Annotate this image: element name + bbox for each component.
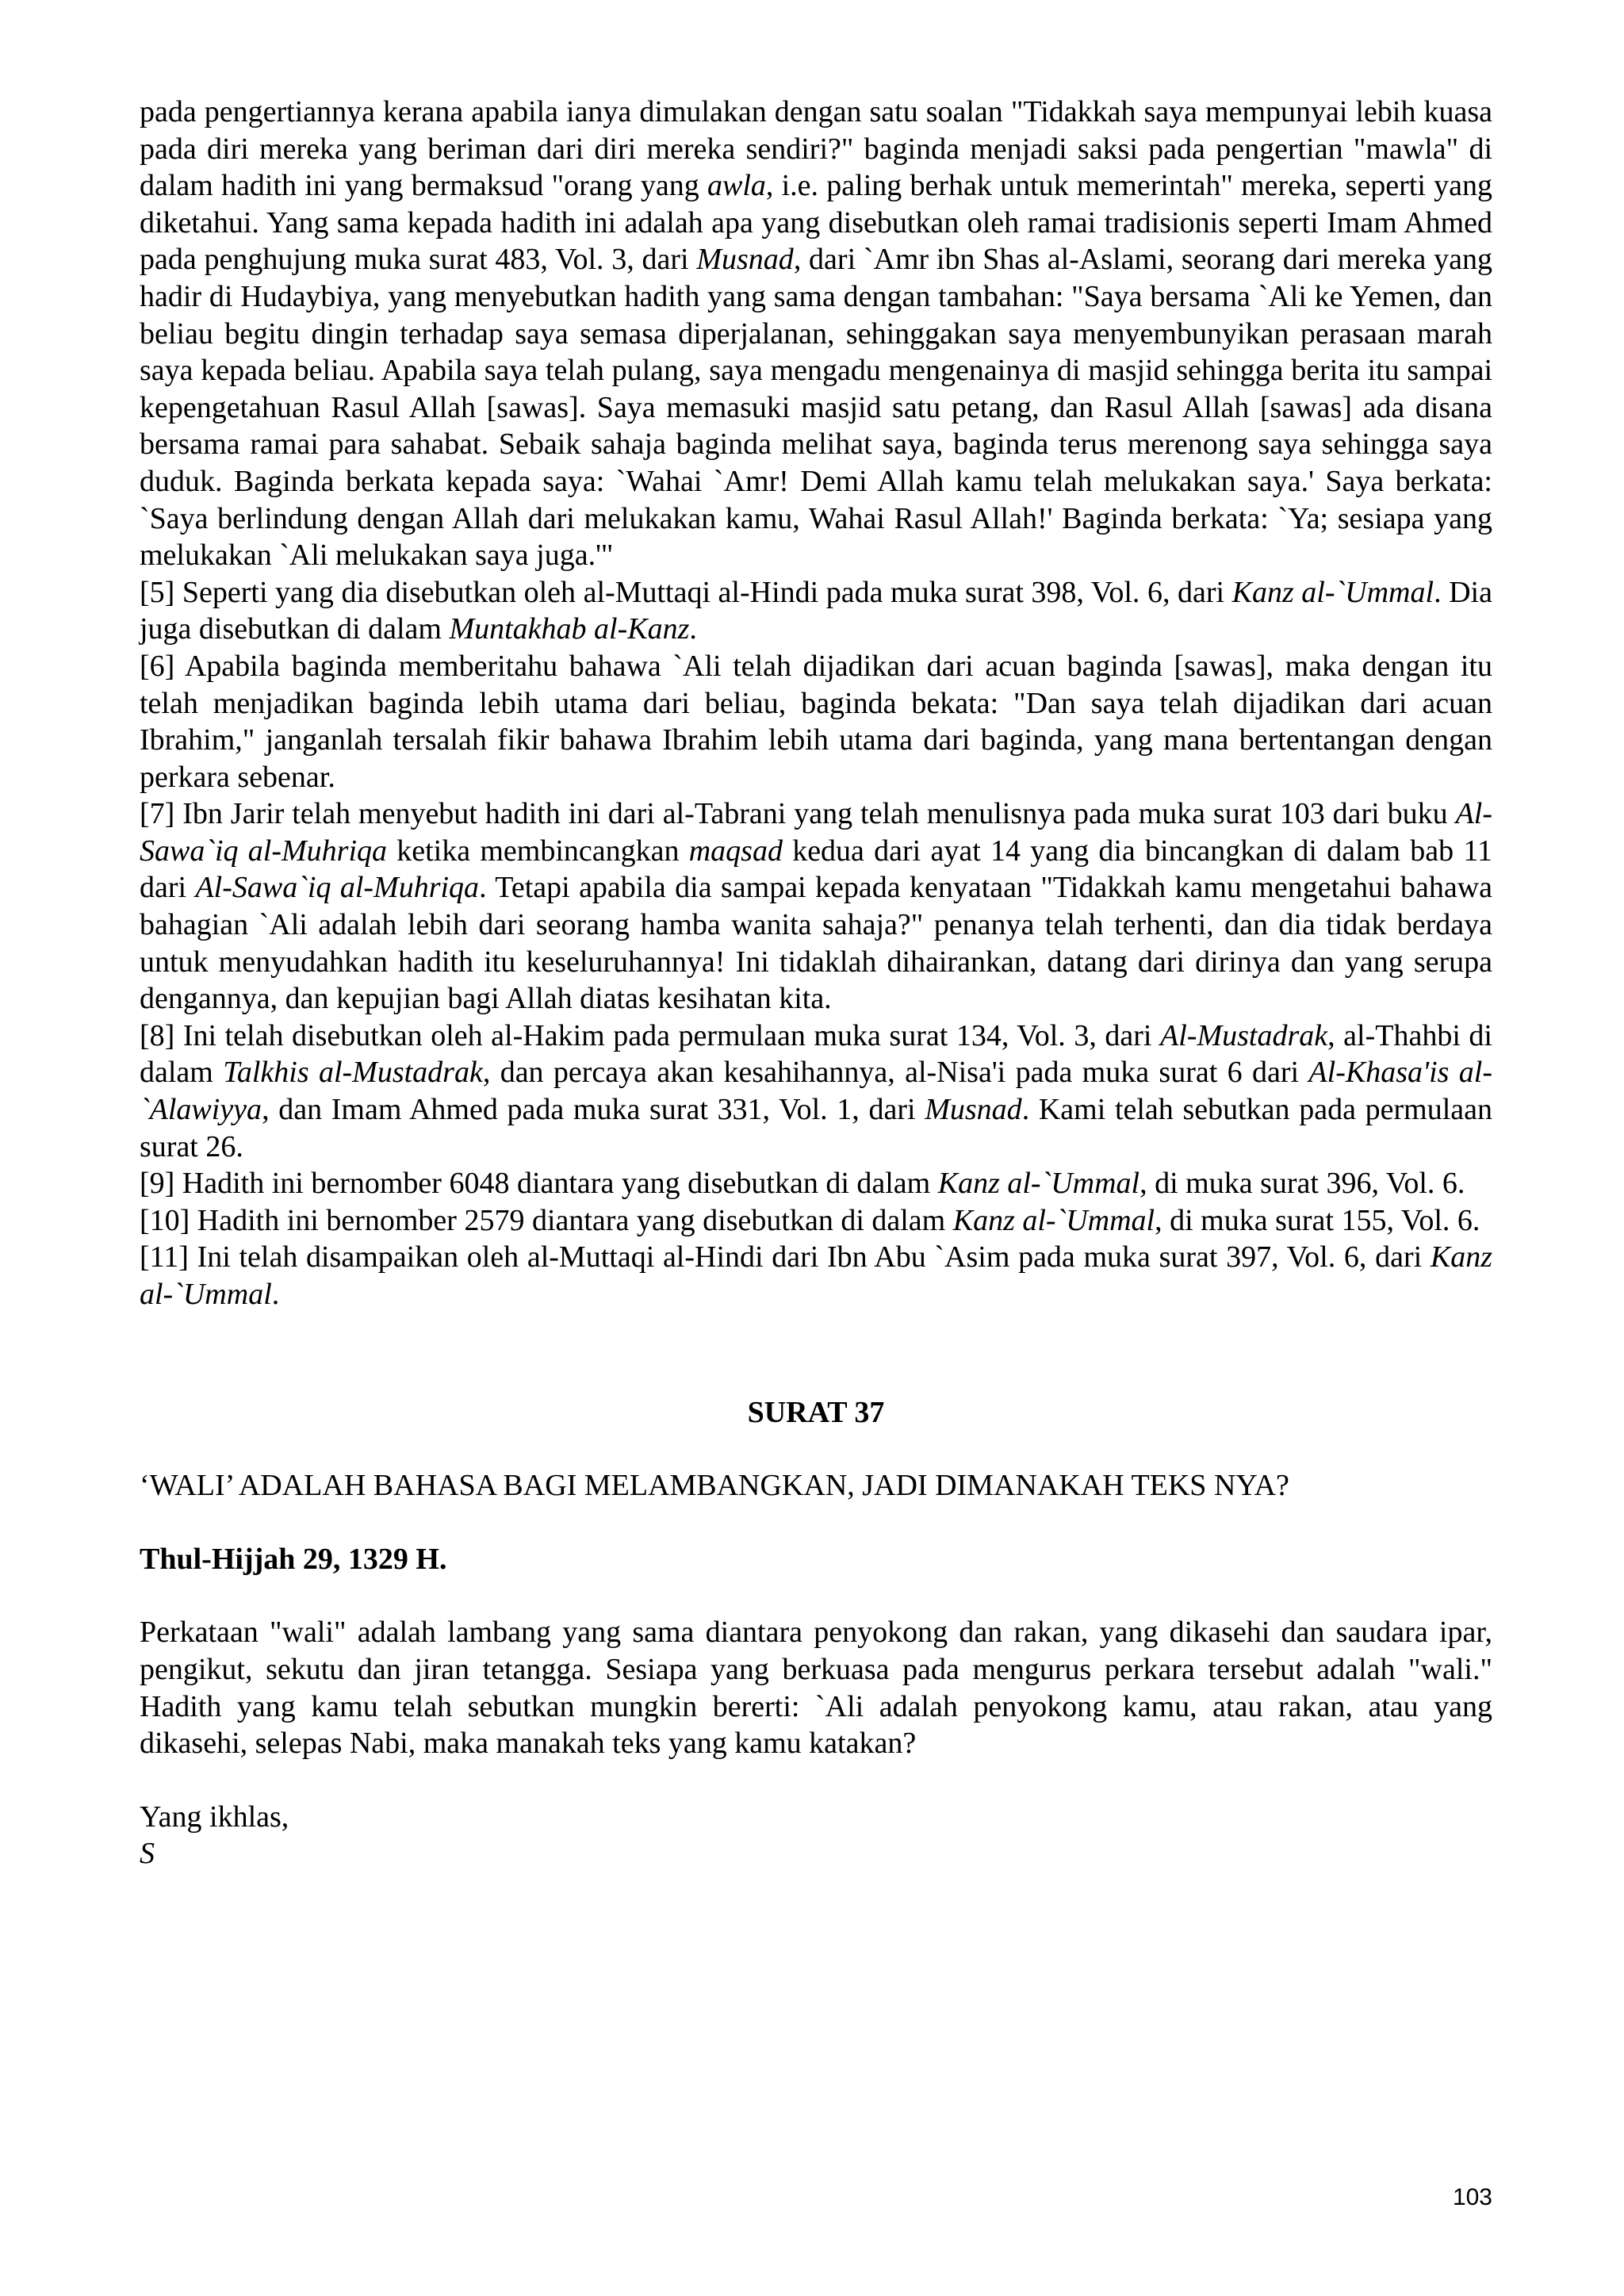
letter-signature: S	[140, 1837, 155, 1871]
footnote-continuation: pada pengertiannya kerana apabila ianya dimulakan dengan satu soalan "Tidakkah saya mempunyai lebih kuasa pada diri mereka yang beriman dari diri mereka sendiri?" baginda menjadi saksi pada pengertian "mawla" di dalam hadith ini yang bermaksud "orang yang awla, i.e. paling berhak untuk memerintah" mereka, seperti yang diketahui. Yang sama kepada hadith ini adalah apa yang disebutkan oleh ramai tradisionis seperti Imam Ahmed pada penghujung muka surat 483, Vol. 3, dari Musnad, dari `Amr ibn Shas al-Aslami, seorang dari mereka yang hadir di Hudaybiya, yang menyebutkan hadith yang sama dengan tambahan: "Saya bersama `Ali ke Yemen, dan beliau begitu dingin terhadap saya semasa diperjalanan, sehinggakan saya menyembunyikan perasaan marah saya kepada beliau. Apabila saya telah pulang, saya mengadu mengenainya di masjid sehingga berita itu sampai kepengetahuan Rasul Allah [sawas]. Saya memasuki masjid satu petang, dan Rasul Allah [sawas] ada disana bersama ramai para sahabat. Sebaik sahaja baginda melihat saya, baginda terus merenong saya sehingga saya duduk. Baginda berkata kepada saya: `Wahai `Amr! Demi Allah kamu telah melukakan saya.' Saya berkata: `Saya berlindung dengan Allah dari melukakan kamu, Wahai Rasul Allah!' Baginda berkata: `Ya; sesiapa yang melukakan `Ali melukakan saya juga.'"	[140, 95, 1492, 573]
footnote-9: [9] Hadith ini bernomber 6048 diantara yang disebutkan di dalam Kanz al-`Ummal, di muka surat 396, Vol. 6.	[140, 1167, 1465, 1201]
footnote-5: [5] Seperti yang dia disebutkan oleh al-Muttaqi al-Hindi pada muka surat 398, Vol. 6, dari Kanz al-`Ummal. Dia juga disebutkan di dalam Muntakhab al-Kanz.	[140, 575, 1492, 646]
document-page	[140, 94, 1492, 1872]
footnote-7: [7] Ibn Jarir telah menyebut hadith ini dari al-Tabrani yang telah menulisnya pada muka surat 103 dari buku Al-Sawa`iq al-Muhriqa ketika membincangkan maqsad kedua dari ayat 14 yang dia bincangkan di dalam bab 11 dari Al-Sawa`iq al-Muhriqa. Tetapi apabila dia sampai kepada kenyataan "Tidakkah kamu mengetahui bahawa bahagian `Ali adalah lebih dari seorang hamba wanita sahaja?" penanya telah terhenti, dan dia tidak berdaya untuk menyudahkan hadith itu keseluruhannya! Ini tidaklah dihairankan, datang dari dirinya dan yang serupa dengannya, dan kepujian bagi Allah diatas kesihatan kita.	[140, 797, 1492, 1016]
letter-date: Thul-Hijjah 29, 1329 H.	[140, 1542, 447, 1576]
footnote-10: [10] Hadith ini bernomber 2579 diantara yang disebutkan di dalam Kanz al-`Ummal, di muka surat 155, Vol. 6.	[140, 1203, 1480, 1237]
letter-closing: Yang ikhlas,	[140, 1800, 289, 1834]
footnote-8: [8] Ini telah disebutkan oleh al-Hakim pada permulaan muka surat 134, Vol. 3, dari Al-Mustadrak, al-Thahbi di dalam Talkhis al-Mustadrak, dan percaya akan kesahihannya, al-Nisa'i pada muka surat 6 dari Al-Khasa'is al-`Alawiyya, dan Imam Ahmed pada muka surat 331, Vol. 1, dari Musnad. Kami telah sebutkan pada permulaan surat 26.	[140, 1018, 1493, 1163]
section-spacer	[140, 1313, 1492, 1394]
footnote-6: [6] Apabila baginda memberitahu bahawa `Ali telah dijadikan dari acuan baginda [sawas], maka dengan itu telah menjadikan baginda lebih utama dari beliau, baginda bekata: "Dan saya telah dijadikan dari acuan Ibrahim," janganlah tersalah fikir bahawa Ibrahim lebih utama dari baginda, yang mana bertentangan dengan perkara sebenar.	[140, 649, 1492, 794]
letter-subheading: ‘WALI’ ADALAH BAHASA BAGI MELAMBANGKAN, JADI DIMANAKAH TEKS NYA?	[140, 1469, 1289, 1503]
letter-heading: SURAT 37	[747, 1395, 885, 1429]
page-number: 103	[1452, 2184, 1492, 2210]
footnote-11: [11] Ini telah disampaikan oleh al-Muttaqi al-Hindi dari Ibn Abu `Asim pada muka surat 397, Vol. 6, dari Kanz al-`Ummal.	[140, 1240, 1492, 1311]
letter-body: Perkataan "wali" adalah lambang yang sama diantara penyokong dan rakan, yang dikasehi dan saudara ipar, pengikut, sekutu dan jiran tetangga. Sesiapa yang berkuasa pada mengurus perkara tersebut adalah "wali." Hadith yang kamu telah sebutkan mungkin bererti: `Ali adalah penyokong kamu, atau rakan, atau yang dikasehi, selepas Nabi, maka manakah teks yang kamu katakan?	[140, 1616, 1492, 1761]
